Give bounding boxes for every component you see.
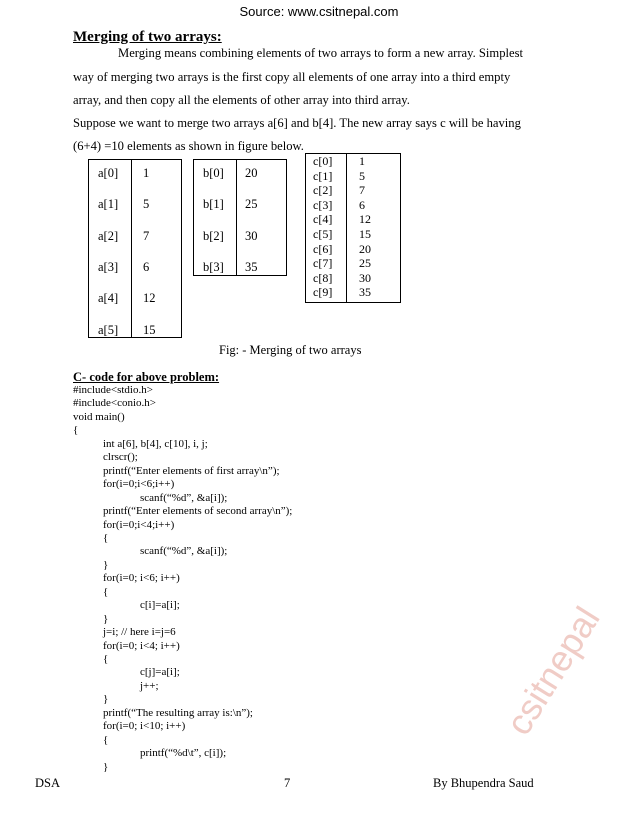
code-line: printf(“The resulting array is:\n”);	[103, 706, 253, 719]
code-line: c[i]=a[i];	[140, 599, 180, 612]
paragraph-line-2: way of merging two arrays is the first copy all elements of one array into a third empty	[73, 70, 511, 84]
code-line: {	[103, 531, 109, 544]
code-line: j=i; // here i=j=6	[103, 626, 176, 639]
footer-page-number: 7	[284, 776, 291, 790]
code-line: {	[103, 733, 109, 746]
array-b-cell-index: b[0]	[203, 166, 224, 180]
array-c-cell-index: c[2]	[313, 183, 333, 198]
array-c-cell-value: 1	[359, 154, 365, 168]
array-c-cell-value: 12	[359, 212, 371, 227]
array-a-cell-value: 15	[143, 322, 156, 337]
array-c-cell-index: c[3]	[313, 197, 333, 212]
paragraph-line-5: (6+4) =10 elements as shown in figure below.	[73, 139, 304, 153]
array-c-cell-value: 7	[359, 183, 365, 198]
code-line: for(i=0; i<6; i++)	[103, 572, 180, 585]
array-c-cell-index: c[0]	[313, 154, 333, 168]
array-c-cell-value: 30	[359, 270, 371, 285]
array-c-cell-index: c[7]	[313, 256, 333, 271]
code-line: printf(“%d\t”, c[i]);	[140, 747, 227, 760]
array-c-cell-index: c[5]	[313, 227, 333, 241]
array-a-cell-index: a[2]	[98, 228, 119, 243]
array-a-box	[88, 159, 182, 338]
array-b-cell-value: 35	[245, 259, 258, 274]
code-line: printf(“Enter elements of first array\n”);	[103, 464, 280, 477]
array-a-cell-value: 7	[143, 228, 150, 243]
footer-author: By Bhupendra Saud	[433, 776, 534, 790]
array-c-cell-index: c[6]	[313, 241, 333, 256]
array-b-cell-value: 20	[245, 166, 258, 180]
code-line: scanf(“%d”, &a[i]);	[140, 491, 228, 504]
array-a-cell-value: 12	[143, 291, 156, 306]
code-line: printf(“Enter elements of second array\n”);	[103, 505, 293, 518]
array-b-cell-value: 25	[245, 197, 258, 212]
code-line: {	[103, 653, 109, 665]
array-a-divider	[131, 159, 132, 338]
array-c-cell-value: 25	[359, 256, 371, 271]
code-line: }	[103, 760, 109, 773]
watermark: csitnepal	[497, 599, 608, 742]
code-line: }	[103, 612, 109, 625]
array-a-cell-index: a[3]	[98, 259, 119, 274]
paragraph-line-3: array, and then copy all the elements of other array into third array.	[73, 93, 410, 107]
array-a-cell-index: a[0]	[98, 166, 119, 180]
array-a-cell-index: a[1]	[98, 197, 119, 212]
code-line: c[j]=a[i];	[140, 666, 180, 679]
source-line: Source: www.csitnepal.com	[239, 4, 399, 19]
array-b-cell-index: b[3]	[203, 259, 224, 274]
code-line: for(i=0; i<10; i++)	[103, 720, 186, 733]
array-c-cell-value: 15	[359, 227, 371, 241]
array-c-cell-value: 35	[359, 285, 371, 300]
array-c-cell-value: 20	[359, 241, 371, 256]
array-a-cell-index: a[5]	[98, 322, 119, 337]
array-a-cell-value: 6	[143, 259, 150, 274]
array-b-cell-index: b[1]	[203, 197, 224, 212]
code-line: scanf(“%d”, &a[i]);	[140, 545, 228, 558]
code-line: }	[103, 558, 109, 571]
array-a-cell-index: a[4]	[98, 291, 119, 306]
code-line: void main()	[73, 410, 125, 423]
code-heading: C- code for above problem:	[73, 370, 220, 384]
code-line: {	[73, 424, 79, 437]
code-line: int a[6], b[4], c[10], i, j;	[103, 437, 208, 450]
section-heading: Merging of two arrays:	[73, 29, 222, 45]
array-b-divider	[236, 159, 237, 276]
code-line: }	[103, 693, 109, 706]
code-line: clrscr();	[103, 451, 138, 464]
footer-course: DSA	[35, 776, 61, 790]
array-c-cell-index: c[8]	[313, 270, 333, 285]
code-line: j++;	[140, 679, 159, 692]
code-line: #include<stdio.h>	[73, 384, 153, 396]
figure-caption: Fig: - Merging of two arrays	[219, 343, 362, 357]
code-line: for(i=0;i<6;i++)	[103, 478, 175, 491]
array-b-cell-index: b[2]	[203, 228, 224, 243]
code-line: for(i=0;i<4;i++)	[103, 518, 175, 531]
array-c-cell-index: c[9]	[313, 285, 333, 300]
paragraph-line-4: Suppose we want to merge two arrays a[6] and b[4]. The new array says c will be having	[73, 116, 521, 130]
array-c-divider	[346, 153, 347, 303]
array-a-cell-value: 5	[143, 197, 150, 212]
array-c-cell-value: 5	[359, 168, 365, 183]
code-line: for(i=0; i<4; i++)	[103, 639, 180, 652]
code-line: #include<conio.h>	[73, 397, 156, 410]
code-line: {	[103, 585, 109, 598]
array-c-cell-index: c[4]	[313, 212, 333, 227]
paragraph-line-1: Merging means combining elements of two arrays to form a new array. Simplest	[118, 46, 523, 60]
array-a-cell-value: 1	[143, 166, 150, 180]
array-c-cell-value: 6	[359, 197, 365, 212]
array-c-cell-index: c[1]	[313, 168, 333, 183]
array-b-cell-value: 30	[245, 228, 258, 243]
